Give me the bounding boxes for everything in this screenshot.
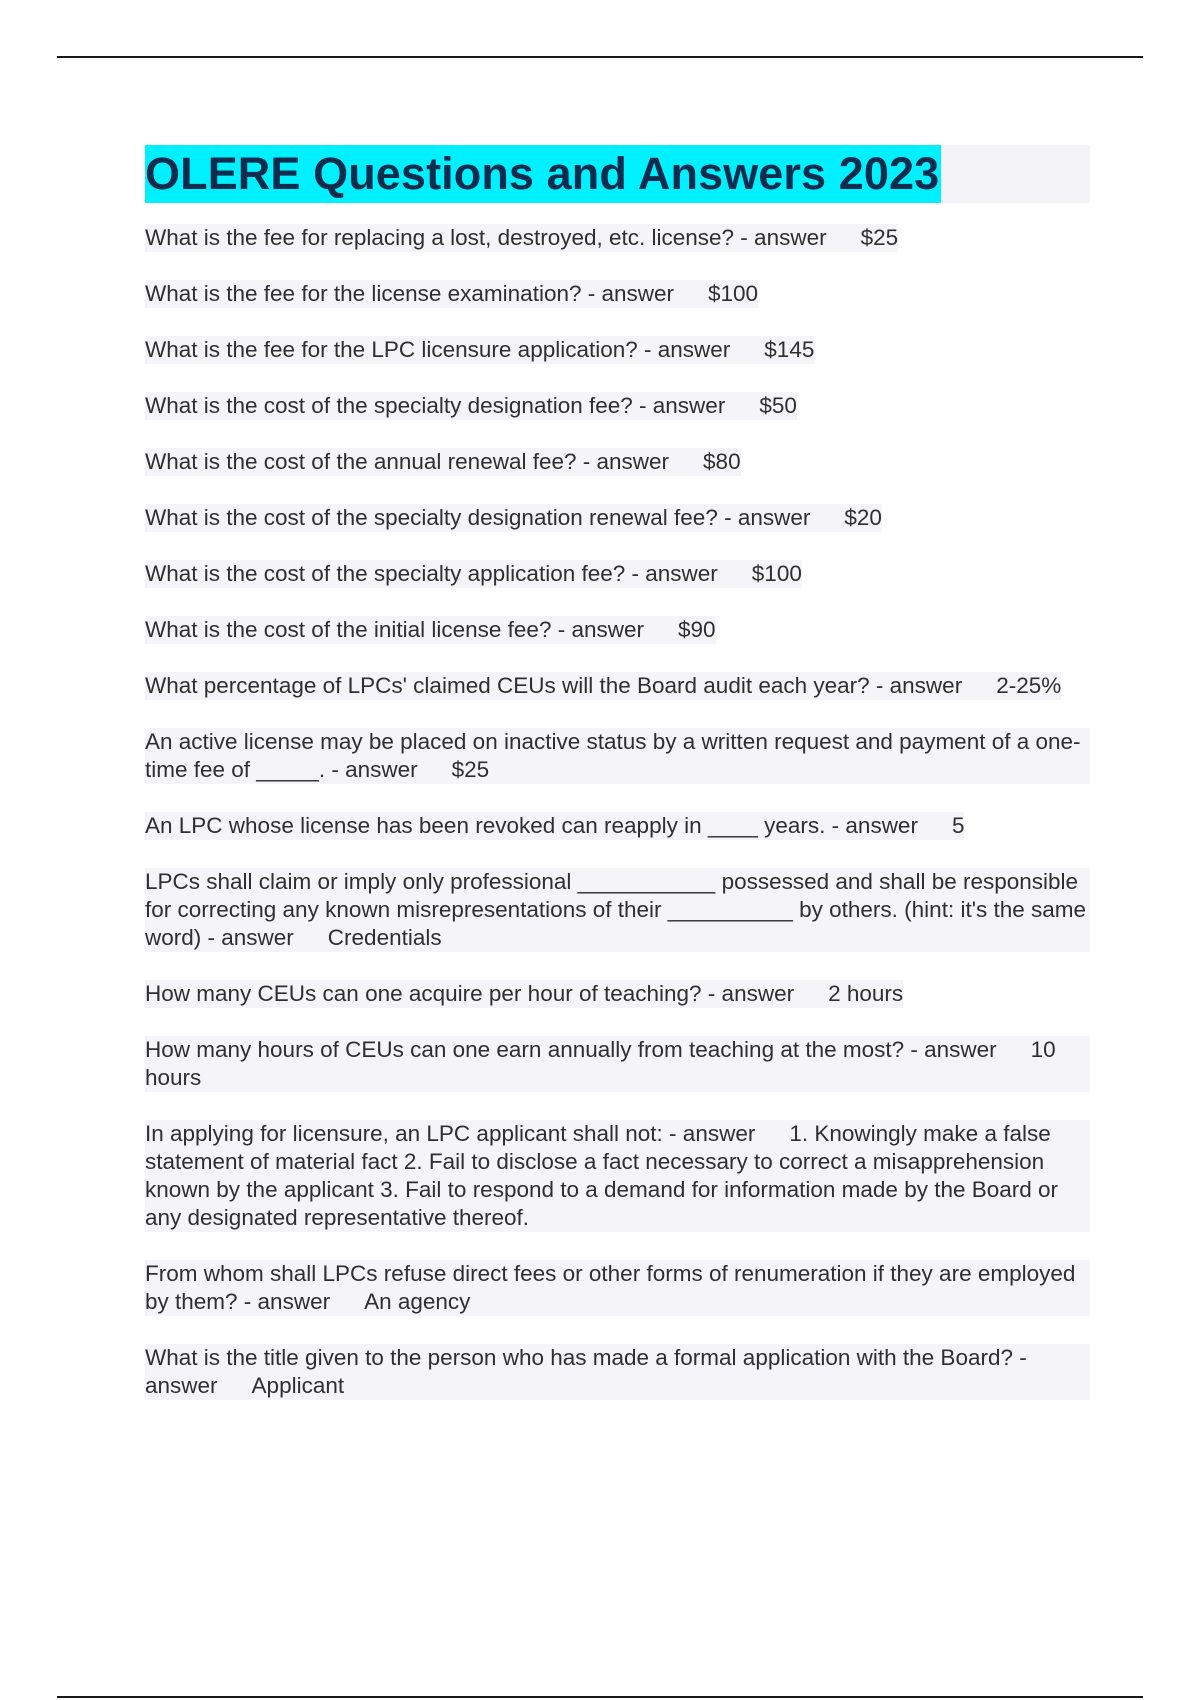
answer-text: $100 [751,561,802,586]
qa-item [145,1036,1090,1092]
answer-text: 2-25% [996,673,1062,698]
qa-item [145,1120,1090,1232]
question-text: How many CEUs can one acquire per hour of teaching? - answer [145,981,795,1006]
answer-text: $80 [703,449,741,474]
qa-list [145,224,1090,1428]
answer-text: 2 hours [828,981,904,1006]
question-text: What is the cost of the initial license fee? - answer [145,617,644,642]
question-text: From whom shall LPCs refuse direct fees or other forms of renumeration if they are employed by them? - answer [145,1261,1076,1314]
question-text: An active license may be placed on inactive status by a written request and payment of a one-time fee of _____. - answer [145,729,1081,782]
question-text: What is the cost of the specialty designation fee? - answer [145,393,726,418]
qa-item [145,224,898,252]
answer-text: Credentials [327,925,442,950]
qa-item [145,868,1090,952]
question-text: What is the cost of the specialty application fee? - answer [145,561,718,586]
answer-text: $90 [678,617,716,642]
qa-item [145,392,797,420]
question-text: In applying for licensure, an LPC applicant shall not: - answer [145,1121,756,1146]
qa-item [145,728,1090,784]
document-body [145,145,1090,1428]
answer-text: $25 [451,757,490,782]
question-text: What is the cost of the specialty designation renewal fee? - answer [145,505,811,530]
question-text: LPCs shall claim or imply only professional ___________ possessed and shall be responsible for correcting any known misrepresentations of their __________ by others. (hint: it's the same word) - answer [145,869,1087,950]
question-text: How many hours of CEUs can one earn annually from teaching at the most? - answer [145,1037,997,1062]
qa-item [145,1344,1090,1400]
qa-item [145,1260,1090,1316]
qa-item [145,980,903,1008]
document-title: OLERE Questions and Answers 2023 [145,145,941,203]
qa-item [145,504,882,532]
answer-text: 1. Knowingly make a false statement of material fact 2. Fail to disclose a fact necessary to correct a misapprehension known by the applicant 3. Fail to respond to a demand for information made by the Board or any designated representative thereof. [145,1121,1059,1230]
qa-item [145,560,802,588]
answer-text: $50 [759,393,797,418]
qa-item [145,616,716,644]
answer-text: $20 [844,505,882,530]
qa-item [145,280,758,308]
answer-text: 5 [951,813,965,838]
question-text: What percentage of LPCs' claimed CEUs will the Board audit each year? - answer [145,673,963,698]
bottom-rule [57,1696,1143,1698]
answer-text: Applicant [251,1373,345,1398]
answer-text: An agency [364,1289,471,1314]
question-text: An LPC whose license has been revoked can reapply in ____ years. - answer [145,813,918,838]
answer-text: $145 [764,337,815,362]
question-text: What is the cost of the annual renewal fee? - answer [145,449,670,474]
question-text: What is the fee for the LPC licensure application? - answer [145,337,731,362]
answer-text: $100 [708,281,759,306]
qa-item [145,812,964,840]
question-text: What is the fee for the license examination? - answer [145,281,675,306]
qa-item [145,336,814,364]
top-rule [57,56,1143,58]
qa-item [145,672,1061,700]
answer-text: $25 [860,225,899,250]
qa-item [145,448,741,476]
title-band [145,145,1090,203]
answer-text: 10 hours [145,1037,1056,1090]
question-text: What is the fee for replacing a lost, destroyed, etc. license? - answer [145,225,827,250]
question-text: What is the title given to the person who has made a formal application with the Board? - answer [145,1345,1027,1398]
